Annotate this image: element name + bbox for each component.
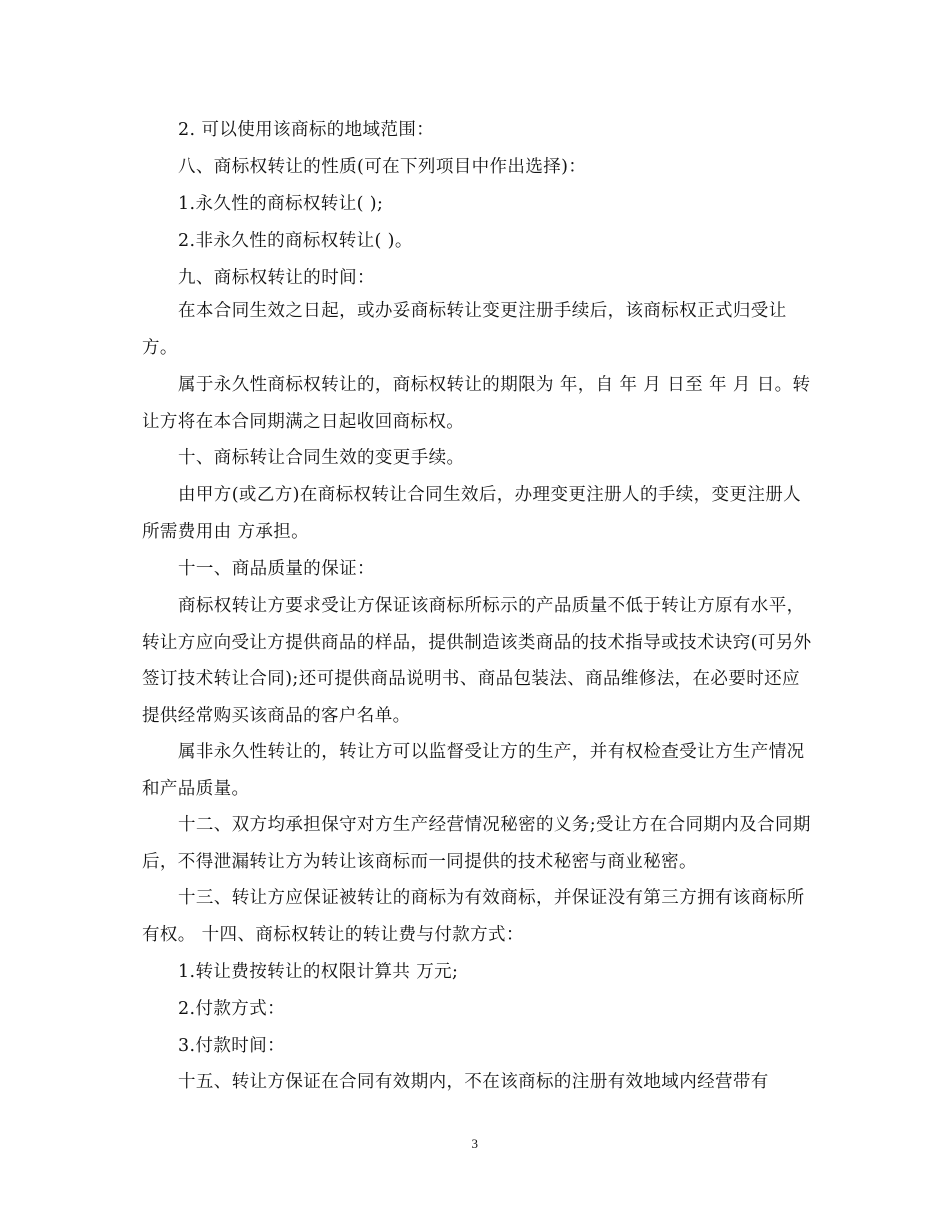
section-heading: 九、商标权转让的时间： bbox=[178, 268, 375, 288]
paragraph: 2.付款方式： bbox=[178, 999, 285, 1019]
paragraph: 3.付款时间： bbox=[178, 1036, 285, 1056]
section-heading: 十、商标转让合同生效的变更手续。 bbox=[178, 448, 465, 468]
paragraph: 八、商标权转让的性质(可在下列项目中作出选择)： bbox=[178, 157, 587, 177]
paragraph: 2. 可以使用该商标的地域范围： bbox=[178, 120, 435, 140]
paragraph: 十五、转让方保证在合同有效期内，不在该商标的注册有效地域内经营带有 bbox=[178, 1072, 769, 1092]
paragraph: 1.永久性的商标权转让( ); bbox=[178, 194, 384, 214]
paragraph: 在本合同生效之日起，或办妥商标转让变更注册手续后，该商标权正式归受让方。 bbox=[142, 301, 787, 358]
paragraph: 商标权转让方要求受让方保证该商标所标示的产品质量不低于转让方原有水平，转让方应向受让方提供商品的样品，提供制造该类商品的技术指导或技术诀窍(可另外签订技术转让合同);还可提供商品说明书、商品包装法、商品维修法，在必要时还应提供经常购买该商品的客户名单。 bbox=[142, 596, 812, 726]
page-number: 3 bbox=[471, 1136, 479, 1151]
section-heading: 十一、商品质量的保证： bbox=[178, 559, 375, 579]
paragraph: 十二、双方均承担保守对方生产经营情况秘密的义务;受让方在合同期内及合同期后，不得泄漏转让方为转让该商标而一同提供的技术秘密与商业秘密。 bbox=[142, 815, 811, 872]
paragraph: 属非永久性转让的，转让方可以监督受让方的生产，并有权检查受让方生产情况和产品质量。 bbox=[142, 742, 805, 799]
paragraph: 属于永久性商标权转让的，商标权转让的期限为 年，自 年 月 日至 年 月 日。转让方将在本合同期满之日起收回商标权。 bbox=[142, 375, 811, 432]
paragraph: 由甲方(或乙方)在商标权转让合同生效后，办理变更注册人的手续，变更注册人所需费用由 方承担。 bbox=[142, 485, 802, 542]
paragraph: 2.非永久性的商标权转让( )。 bbox=[178, 231, 413, 251]
paragraph: 1.转让费按转让的权限计算共 万元; bbox=[178, 962, 459, 982]
paragraph: 十三、转让方应保证被转让的商标为有效商标，并保证没有第三方拥有该商标所有权。 十四、商标权转让的转让费与付款方式： bbox=[142, 888, 805, 945]
